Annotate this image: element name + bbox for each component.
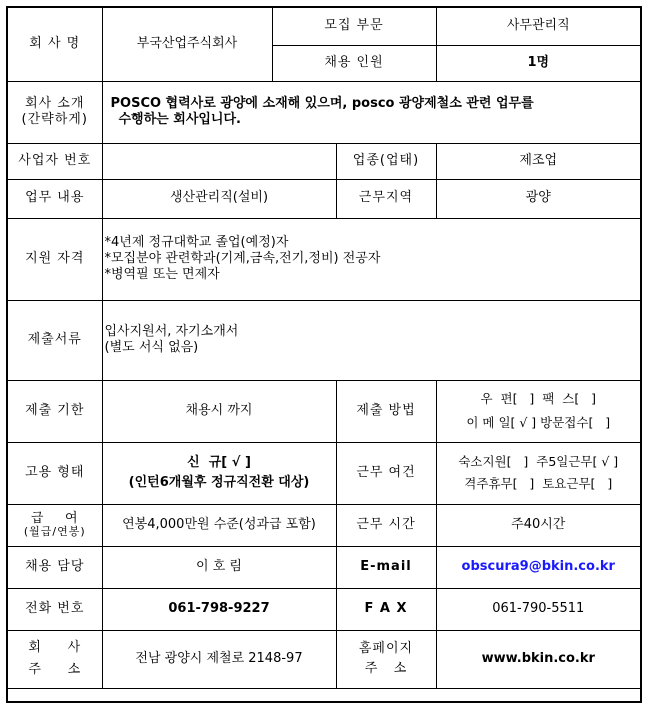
qualification-line1: *4년제 정규대학교 졸업(예정)자 (104, 234, 289, 250)
method-line1: 우 편[ ] 팩 스[ ] (480, 391, 596, 407)
region-label: 근무지역 (336, 179, 436, 218)
method-value (436, 380, 641, 442)
duty-label: 업무 내용 (7, 179, 102, 218)
fax-label: F A X (336, 588, 436, 630)
homepage-label-line2: 주 소 (364, 661, 408, 676)
salary-label (7, 504, 102, 546)
conditions-line1: 숙소지원[ ] 주5일근무[ √ ] (458, 454, 619, 470)
salary-label-line2: (월급/연봉) (23, 525, 86, 539)
reg-number-label: 사업자 번호 (7, 143, 102, 179)
method-line2: 이 메 일[ √ ] 방문접수[ ] (466, 415, 611, 430)
email-label: E-mail (336, 546, 436, 588)
qualification-line2: *모집분야 관련학과(기계,금속,전기,정비) 전공자 (104, 250, 381, 266)
conditions-label: 근무 여건 (336, 442, 436, 504)
region-value: 광양 (436, 179, 641, 218)
phone-value: 061-798-9227 (102, 588, 336, 630)
method-label: 제출 방법 (336, 380, 436, 442)
job-posting-form (6, 6, 642, 703)
intro-label-line1: 회사 소개 (25, 95, 85, 111)
qualification-value (102, 218, 641, 300)
conditions-value (436, 442, 641, 504)
homepage-label-line1: 홈페이지 (358, 640, 414, 656)
deadline-label: 제출 기한 (7, 380, 102, 442)
employment-label: 고용 형태 (7, 442, 102, 504)
hire-count-value: 1명 (436, 45, 641, 81)
fax-value: 061-790-5511 (436, 588, 641, 630)
address-label (7, 630, 102, 688)
documents-line1: 입사지원서, 자기소개서 (104, 323, 239, 339)
address-value: 전남 광양시 제철로 2148-97 (102, 630, 336, 688)
industry-value: 제조업 (436, 143, 641, 179)
dept-value: 사무관리직 (436, 7, 641, 45)
documents-label: 제출서류 (7, 300, 102, 380)
company-name-label: 회 사 명 (7, 7, 102, 81)
address-label-line1: 회 사 (28, 639, 82, 655)
intro-text-line1: POSCO 협력사로 광양에 소재해 있으며, posco 광양제철소 관련 업무를 (110, 95, 534, 111)
dept-label: 모집 부문 (272, 7, 436, 45)
duty-value: 생산관리직(설비) (102, 179, 336, 218)
documents-value (102, 300, 641, 380)
deadline-value: 채용시 까지 (102, 380, 336, 442)
hours-value: 주40시간 (436, 504, 641, 546)
homepage-label (336, 630, 436, 688)
industry-label: 업종(업태) (336, 143, 436, 179)
address-label-line2: 주 소 (28, 662, 82, 677)
phone-label: 전화 번호 (7, 588, 102, 630)
employment-line1: 신 규[ √ ] (187, 454, 251, 470)
employment-value (102, 442, 336, 504)
intro-label-line2: (간략하게) (21, 112, 88, 127)
intro-text (102, 81, 641, 143)
hire-count-label: 채용 인원 (272, 45, 436, 81)
employment-line2: (인턴6개월후 정규직전환 대상) (128, 475, 310, 490)
company-name: 부국산업주식회사 (102, 7, 272, 81)
homepage-value[interactable]: www.bkin.co.kr (436, 630, 641, 688)
blank-row (7, 688, 641, 702)
salary-value: 연봉4,000만원 수준(성과급 포함) (102, 504, 336, 546)
qualification-label: 지원 자격 (7, 218, 102, 300)
recruiter-label: 채용 담당 (7, 546, 102, 588)
recruiter-name: 이 호 림 (102, 546, 336, 588)
qualification-line3: *병역필 또는 면제자 (104, 267, 220, 283)
intro-label (7, 81, 102, 143)
salary-label-line1: 급 여 (30, 511, 79, 527)
conditions-line2: 격주휴무[ ] 토요근무[ ] (464, 476, 613, 491)
hours-label: 근무 시간 (336, 504, 436, 546)
intro-text-line2: 수행하는 회사입니다. (118, 112, 241, 127)
documents-line2: (별도 서식 없음) (104, 340, 199, 355)
email-value[interactable]: obscura9@bkin.co.kr (436, 546, 641, 588)
reg-number-value (102, 143, 336, 179)
